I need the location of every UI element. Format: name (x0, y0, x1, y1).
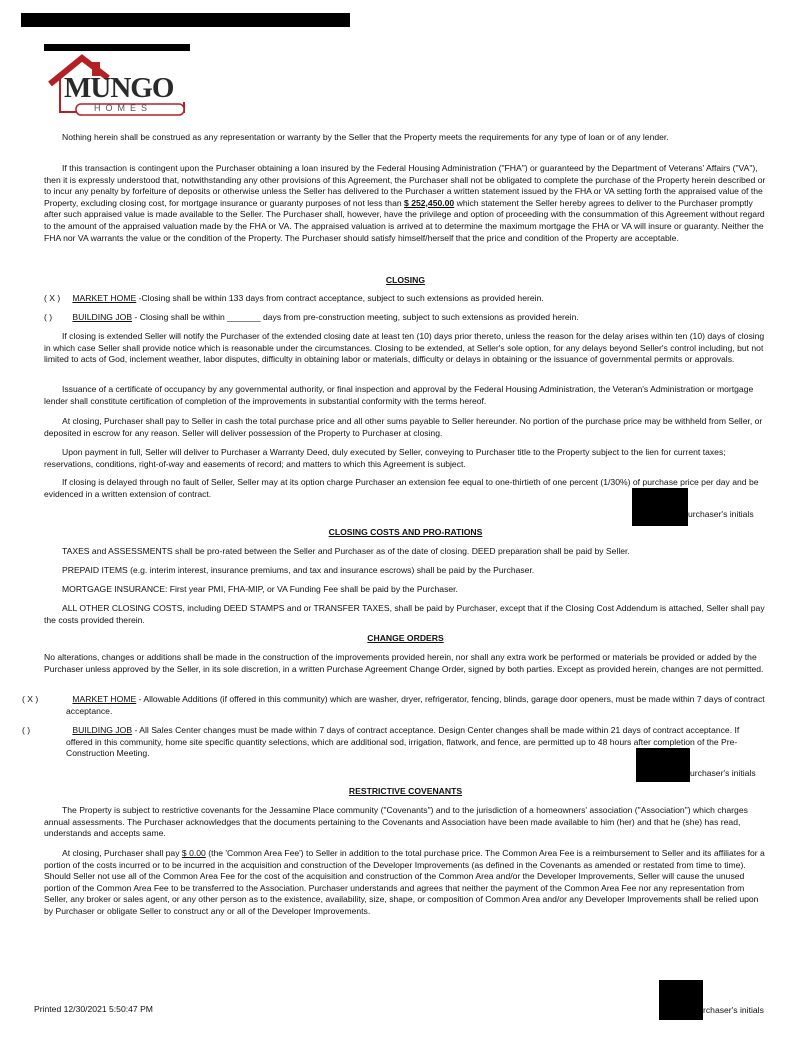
market-home-text: -Closing shall be within 133 days from contract acceptance, subject to such extensions as provided herein. (138, 293, 544, 303)
initials-redaction-2 (636, 748, 690, 782)
change-building-job-text: - All Sales Center changes must be made within 7 days of contract acceptance. Design Center changes shall be made within 21 days of contract acceptance. If offered in this community, home site specific quantity selections, which are additional sod, irrigation, flatwork, and fence, are permitted up to 48 hours after completion of the Pre-Construction Meeting. (66, 725, 740, 759)
change-orders-intro: No alterations, changes or additions shall be made in the construction of the improvements provided herein, nor shall any extra work be performed or materials be provided or added by the Purchaser unless approved by the Seller, in its sole discretion, in a written Purchase Agreement Change Order, signed by both parties. Except as provided herein, changes are not permitted. (44, 652, 764, 674)
logo-subtitle: HOMES (94, 103, 153, 113)
redaction-bar-logo (44, 44, 190, 51)
intro-paragraph-1: Nothing herein shall be construed as any representation or warranty by the Seller that the Property meets the requirements for any type of loan or of any lender. (62, 132, 669, 142)
common-area-fee-amount: $ 0.00 (181, 848, 206, 858)
costs-paragraph-1: TAXES and ASSESSMENTS shall be pro-rated between the Seller and Purchaser as of the date of closing. DEED preparation shall be paid by Seller. (62, 546, 630, 556)
fha-text-tail: which statement the Seller hereby agrees to deliver to the Purchaser promptly after such appraised value is made available to the Seller. The Purchaser shall, however, have the privilege and option of proceeding with the consummation of this Agreement without regard to the amount of the appraised valuation made by the FHA or VA. The appraised valuation is arrived at to determine the maximum mortgage the FHA or VA will insure or guaranty. Neither the FHA nor VA warrants the value or the condition of the Property. The Purchaser should satisfy himself/herself that the price and condition of the Property are acceptable. (44, 197, 765, 243)
checkbox-market-home[interactable]: ( X ) (44, 293, 61, 303)
closing-market-option (44, 293, 767, 305)
closing-paragraph-1: If closing is extended Seller will notify the Purchaser of the extended closing date at least ten (10) days prior thereto, unless the reason for the delay arises within ten (10) days of closing in which case Seller shall provide notice which is reasonable under the circumstances. Closing to be extended, at Seller's sole option, for any delays beyond Seller's control including, but not limited to acts of God, inclement weather, labor disputes, difficulty in obtaining labor or materials, difficulty or delays in obtaining or the issuance of governmental permits or approvals. (44, 331, 765, 365)
closing-paragraph-2: Issuance of a certificate of occupancy by any governmental authority, or final inspection and approval by the Federal Housing Administration, the Veteran's Administration or mortgage lender shall constitute certification of completion of the improvements in substantial conformity with the terms hereof. (44, 384, 754, 406)
costs-paragraph-3: MORTGAGE INSURANCE: First year PMI, FHA-MIP, or VA Funding Fee shall be paid by the Purchaser. (62, 584, 458, 594)
closing-paragraph-3: At closing, Purchaser shall pay to Seller in cash the total purchase price and all other sums payable to Seller hereunder. No portion of the purchase price may be withheld from Seller, or deposited in escrow for any reason. Seller will deliver possession of the Property to Purchaser at closing. (44, 416, 763, 438)
redaction-bar-top (21, 13, 350, 27)
covenants-paragraph-1: The Property is subject to restrictive covenants for the Jessamine Place community ("Covenants") and to the jurisdiction of a homeowners' association ("Association") which charges annual assessments. The Purchaser acknowledges that the documents pertaining to the Covenants and Association have been made available to him (her) and that he (she) has read, understands and accepts same. (44, 805, 748, 839)
closing-paragraph-5: If closing is delayed through no fault of Seller, Seller may at its option charge Purchaser an extension fee equal to one-thirtieth of one percent (1/30%) of purchase price per day and be evidenced in a written extension of contract. (44, 477, 759, 499)
fha-text: If this transaction is contingent upon the Purchaser obtaining a loan insured by the Federal Housing Administration ("FHA") or guaranteed by the Department of Veterans' Affairs ("VA"), then it is expressly understood that, notwithstanding any other provisions of this Agreement, the Purchaser shall not be obligated to complete the purchase of the Property herein described or to incur any penalty by forfeiture of deposits or otherwise unless the Seller has delivered to the Purchaser a written statement issued by the FHA or VA setting forth the appraised value of the Property, excluding closing cost, for mortgage insurance or guaranty purposes of not less than (44, 163, 766, 208)
closing-costs-heading: CLOSING COSTS AND PRO-RATIONS (328, 527, 483, 537)
costs-paragraph-2: PREPAID ITEMS (e.g. interim interest, insurance premiums, and tax and insurance escrows) shall be paid by the Purchaser. (62, 565, 535, 575)
purchaser-initials-3: rchaser's initials (703, 1005, 764, 1015)
printed-timestamp: Printed 12/30/2021 5:50:47 PM (34, 1004, 153, 1014)
building-job-label: BUILDING JOB (72, 312, 133, 322)
common-fee-post: (the 'Common Area Fee') to Seller in addition to the total purchase price. The Common Area Fee is a reimbursement to Seller and its affiliates for a portion of the costs incurred or to be incurred in the acquisition and construction of the Developer Improvements (as defined in the Covenants as amended or restated from time to time). Should Seller not use all of the Common Area Fee for the cost of the acquisition and construction of the Common Area and/or the Developer Improvements, Seller will cause the unused portion of the Common Area Fee to be transferred to the Association. Purchaser understands and agrees that neither the payment of the Common Area Fee nor any representation from Seller, any broker or sales agent, or any other person as to the existence, availability, size, shape, or composition of Common Area and/or any Developer Improvements shall be relied upon by Purchaser or obligate Seller to construct any or all of the Developer Improvements. (44, 848, 765, 916)
checkbox-change-building-job[interactable]: ( ) (22, 725, 31, 735)
closing-paragraph-4: Upon payment in full, Seller will deliver to Purchaser a Warranty Deed, duly executed by Seller, conveying to Purchaser title to the Property subject to the lien for current taxes; reservations, conditions, right-of-way and easements of record; and matters to which this Agreement is subject. (44, 447, 726, 469)
change-building-job-label: BUILDING JOB (72, 725, 133, 735)
logo-name: MUNGO (64, 72, 174, 104)
costs-paragraph-4: ALL OTHER CLOSING COSTS, including DEED STAMPS and or TRANSFER TAXES, shall be paid by Purchaser, except that if the Closing Cost Addendum is attached, Seller shall pay the costs provided therein. (44, 603, 765, 625)
fha-paragraph (44, 163, 767, 244)
market-home-label: MARKET HOME (72, 293, 137, 303)
common-fee-pre: At closing, Purchaser shall pay (62, 848, 180, 858)
covenants-paragraph-2 (44, 848, 767, 918)
checkbox-change-market-home[interactable]: ( X ) (22, 694, 39, 704)
checkbox-building-job[interactable]: ( ) (44, 312, 53, 322)
building-job-text: - Closing shall be within _______ days from pre-construction meeting, subject to such extensions as provided herein. (134, 312, 579, 322)
change-market-home-text: - Allowable Additions (if offered in this community) which are washer, dryer, refrigerator, fencing, blinds, garage door openers, must be made within 7 days of contract acceptance. (66, 694, 765, 716)
closing-building-option (44, 312, 767, 324)
purchaser-initials-2: urchaser's initials (690, 768, 756, 778)
fha-amount: $ 252,450.00 (404, 197, 455, 208)
change-market-home-label: MARKET HOME (72, 694, 137, 704)
company-logo (46, 54, 191, 118)
closing-heading: CLOSING (385, 275, 426, 285)
purchaser-initials-1: urchaser's initials (688, 509, 754, 519)
change-market-option (22, 694, 767, 717)
restrictive-covenants-heading: RESTRICTIVE COVENANTS (348, 786, 463, 796)
initials-redaction-1 (632, 488, 688, 526)
change-orders-heading: CHANGE ORDERS (367, 633, 444, 643)
initials-redaction-3 (659, 980, 703, 1020)
